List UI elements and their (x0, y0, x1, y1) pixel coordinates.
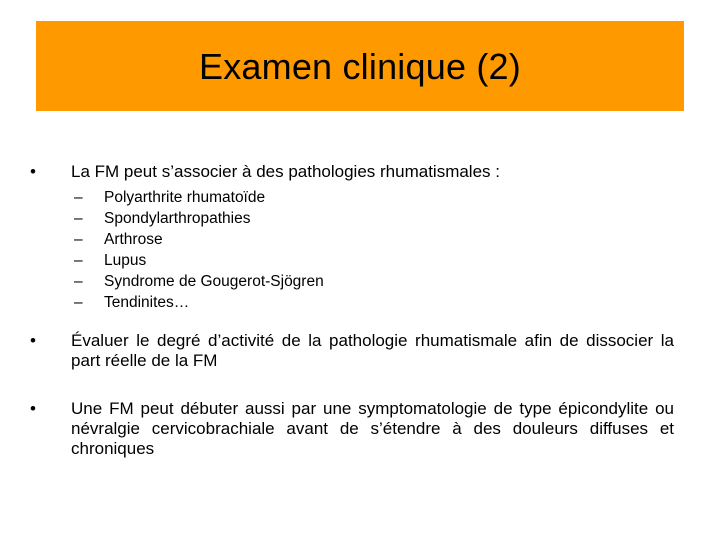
sub-item-text: Arthrose (104, 231, 163, 248)
dash-marker: – (74, 189, 83, 206)
sub-item-text: Lupus (104, 252, 147, 269)
dash-marker: – (74, 231, 83, 248)
bullet-marker: • (30, 162, 36, 181)
bullet-item (30, 162, 674, 313)
bullet-marker: • (30, 399, 36, 418)
sub-list-item (71, 208, 674, 229)
bullet-item (30, 331, 674, 371)
sub-item-text: Tendinites… (104, 294, 190, 311)
dash-marker: – (74, 294, 83, 311)
sub-list-item (71, 229, 674, 250)
bullet-text: Évaluer le degré d’activité de la pathologie rhumatismale afin de dissocier la part réelle de la FM (71, 331, 674, 370)
sub-list-item (71, 292, 674, 313)
dash-marker: – (74, 210, 83, 227)
sub-item-text: Syndrome de Gougerot-Sjögren (104, 273, 324, 290)
dash-marker: – (74, 273, 83, 290)
sub-item-text: Polyarthrite rhumatoïde (104, 189, 266, 206)
sub-list (71, 187, 674, 313)
title-banner (36, 21, 684, 111)
sub-list-item (71, 271, 674, 292)
bullet-item (30, 399, 674, 459)
sub-list-item (71, 250, 674, 271)
sub-item-text: Spondylarthropathies (104, 210, 251, 227)
bullet-text: Une FM peut débuter aussi par une symptomatologie de type épicondylite ou névralgie cervicobrachiale avant de s’étendre à des douleurs diffuses et chroniques (71, 399, 674, 458)
bullet-text: La FM peut s’associer à des pathologies rhumatismales : (71, 162, 500, 181)
bullet-marker: • (30, 331, 36, 350)
slide-title: Examen clinique (2) (199, 46, 521, 87)
sub-list-item (71, 187, 674, 208)
slide-body (30, 162, 674, 459)
dash-marker: – (74, 252, 83, 269)
